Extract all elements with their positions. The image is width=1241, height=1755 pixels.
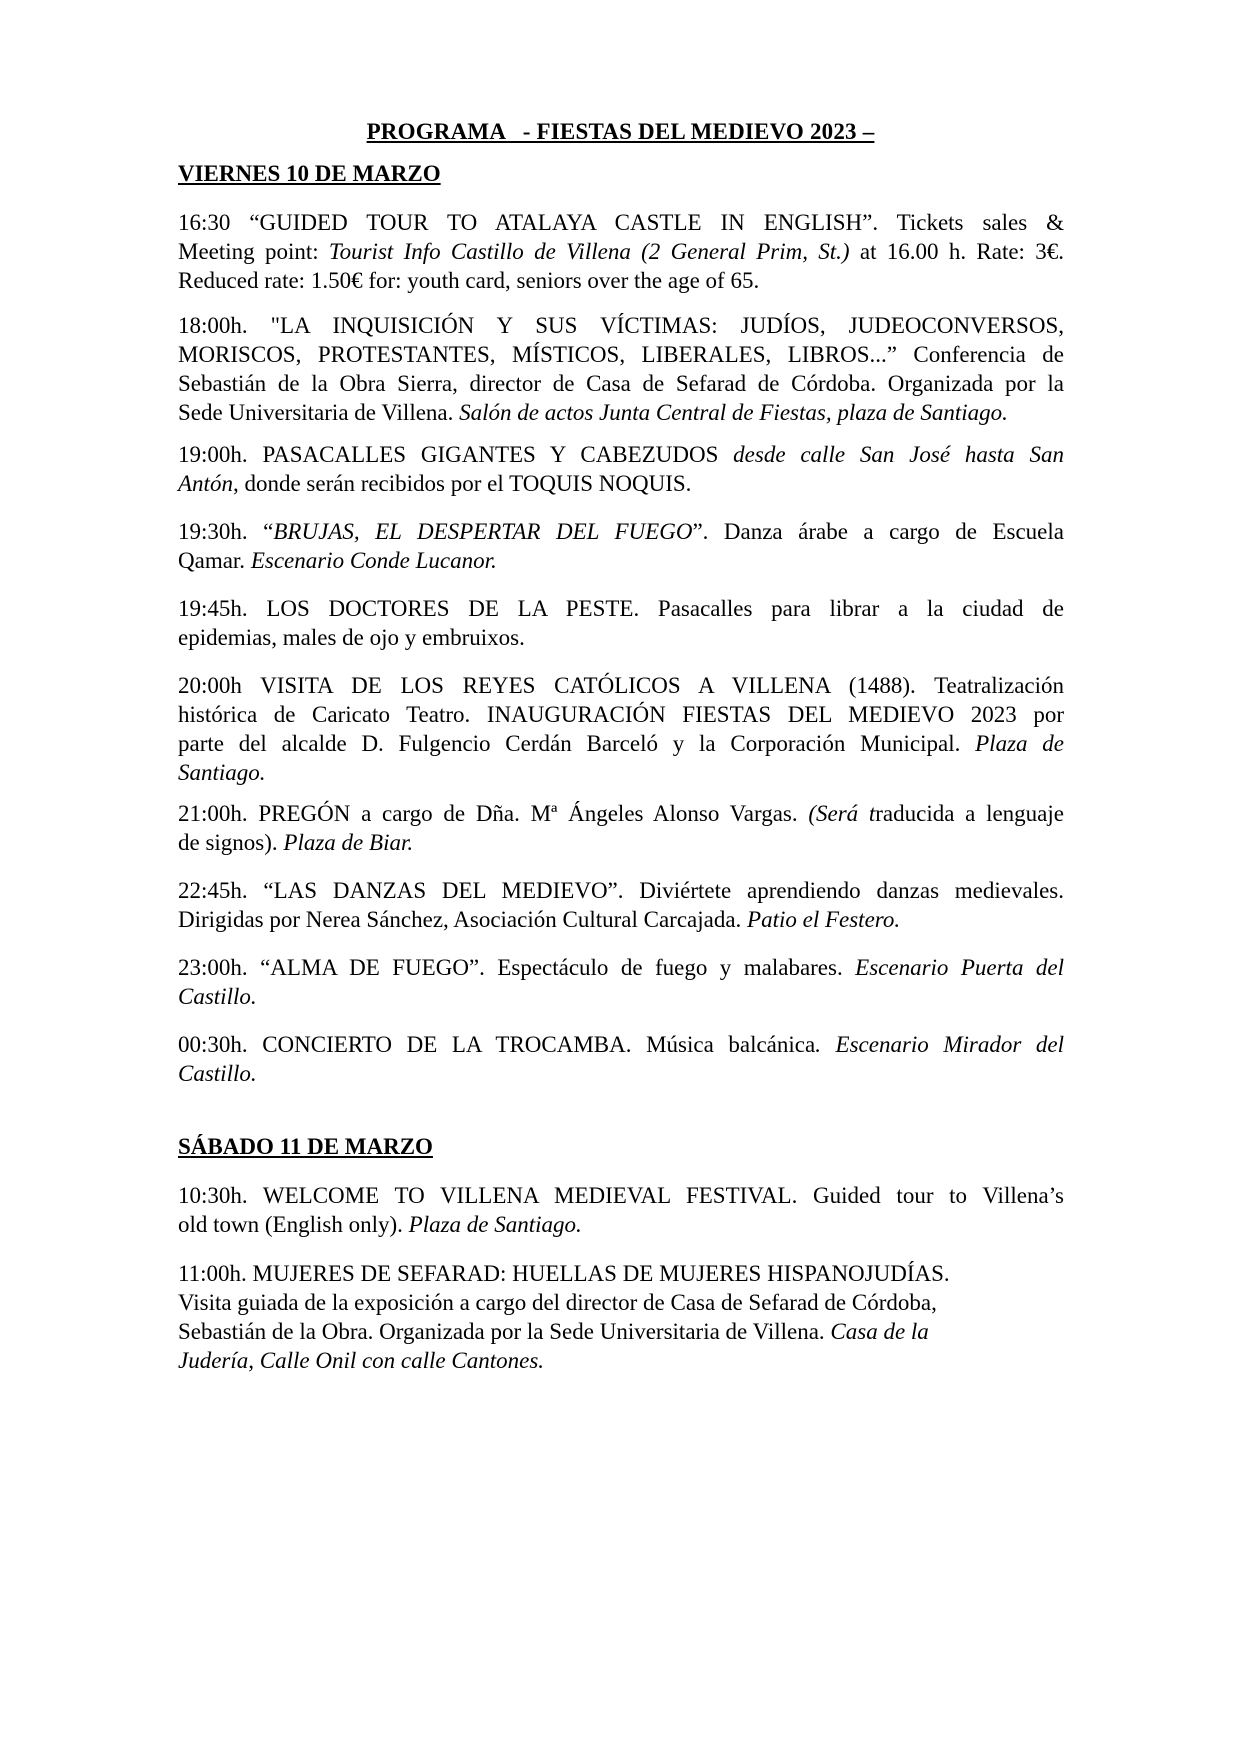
entry-line	[178, 876, 1064, 905]
text: 19:45h. LOS DOCTORES DE LA PESTE. Pasacalles para librar a la ciudad de	[178, 596, 1064, 621]
text: at 16.00 h. Rate: 3€.	[849, 239, 1064, 264]
schedule-entry	[178, 311, 1064, 427]
entry-line	[178, 594, 1064, 623]
text: MORISCOS, PROTESTANTES, MÍSTICOS, LIBERALES, LIBROS...” Conferencia de	[178, 342, 1064, 367]
schedule-entry	[178, 517, 1064, 575]
italic-text: Escenario Conde Lucanor.	[250, 548, 497, 573]
entry-line	[178, 266, 1064, 295]
entry-line	[178, 469, 1064, 498]
schedule-entry	[178, 876, 1064, 934]
entry-line	[178, 982, 1064, 1011]
text: 23:00h. “ALMA DE FUEGO”. Espectáculo de fuego y malabares.	[178, 955, 856, 980]
italic-text: Antón	[178, 471, 233, 496]
text: Sebastián de la Obra. Organizada por la Sede Universitaria de Villena.	[178, 1319, 831, 1344]
italic-text: Santiago.	[178, 760, 266, 785]
text: epidemias, males de ojo y embruixos.	[178, 625, 525, 650]
text: parte del alcalde D. Fulgencio Cerdán Barceló y la Corporación Municipal.	[178, 731, 976, 756]
entry-line	[178, 700, 1064, 729]
italic-text: Salón de actos Junta Central de Fiestas, plaza de Santiago.	[459, 400, 1008, 425]
text: 21:00h. PREGÓN a cargo de Dña. Mª Ángeles Alonso Vargas.	[178, 801, 809, 826]
text: old town (English only).	[178, 1212, 409, 1237]
entry-line	[178, 828, 1064, 857]
italic-text: (Será t	[808, 801, 876, 826]
entry-line	[178, 1288, 1064, 1317]
text: Visita guiada de la exposición a cargo del director de Casa de Sefarad de Córdoba,	[178, 1290, 937, 1315]
entry-line	[178, 953, 1064, 982]
text: 19:30h. “	[178, 519, 274, 544]
entry-line	[178, 398, 1064, 427]
entry-line	[178, 237, 1064, 266]
text: Dirigidas por Nerea Sánchez, Asociación Cultural Carcajada.	[178, 907, 748, 932]
italic-text: Plaza de Santiago.	[408, 1212, 582, 1237]
italic-text: desde calle San José hasta San	[733, 442, 1064, 467]
italic-text: . Escenario Mirador del	[815, 1032, 1064, 1057]
entry-line	[178, 208, 1064, 237]
italic-text: Castillo.	[178, 984, 257, 1009]
text: Sebastián de la Obra Sierra, director de Casa de Sefarad de Córdoba. Organizada por la	[178, 371, 1064, 396]
schedule-entry	[178, 799, 1064, 857]
text: Sede Universitaria de Villena.	[178, 400, 460, 425]
text: 16:30 “GUIDED TOUR TO ATALAYA CASTLE IN ENGLISH”. Tickets sales &	[178, 210, 1064, 235]
day-heading-saturday: SÁBADO 11 DE MARZO	[178, 1134, 433, 1159]
day-heading-friday: VIERNES 10 DE MARZO	[178, 161, 441, 186]
entry-line	[178, 546, 1064, 575]
entry-line	[178, 1059, 1064, 1088]
italic-text: BRUJAS, EL DESPERTAR DEL FUEGO	[273, 519, 693, 544]
entry-line	[178, 340, 1064, 369]
entry-line	[178, 799, 1064, 828]
schedule-entry	[178, 440, 1064, 498]
text: 22:45h. “LAS DANZAS DEL MEDIEVO”. Diviértete aprendiendo danzas medievales.	[178, 878, 1064, 903]
text: Meeting point:	[178, 239, 329, 264]
text: raducida a lenguaje	[875, 801, 1064, 826]
entry-line	[178, 1259, 1064, 1288]
entry-line	[178, 1181, 1064, 1210]
text: 00:30h. CONCIERTO DE LA TROCAMBA. Música balcánica	[178, 1032, 816, 1057]
page-title: PROGRAMA - FIESTAS DEL MEDIEVO 2023 –	[366, 119, 875, 144]
text: , donde serán recibidos por el TOQUIS NOQUIS.	[232, 471, 692, 496]
entry-line	[178, 1030, 1064, 1059]
text: 19:00h. PASACALLES GIGANTES Y CABEZUDOS	[178, 442, 734, 467]
schedule-entry	[178, 1181, 1064, 1239]
text: de signos).	[178, 830, 284, 855]
italic-text: Plaza de	[975, 731, 1064, 756]
text: 18:00h. "LA INQUISICIÓN Y SUS VÍCTIMAS: JUDÍOS, JUDEOCONVERSOS,	[178, 313, 1064, 338]
schedule-entry	[178, 671, 1064, 787]
italic-text: Plaza de Biar.	[283, 830, 414, 855]
entry-line	[178, 311, 1064, 340]
text: 20:00h VISITA DE LOS REYES CATÓLICOS A VILLENA (1488). Teatralización	[178, 673, 1064, 698]
text: Qamar.	[178, 548, 251, 573]
italic-text: Patio el Festero.	[747, 907, 901, 932]
entry-line	[178, 758, 1064, 787]
entry-line	[178, 1346, 1064, 1375]
text: Reduced rate: 1.50€ for: youth card, seniors over the age of 65.	[178, 268, 760, 293]
text: 11:00h. MUJERES DE SEFARAD: HUELLAS DE MUJERES HISPANOJUDÍAS.	[178, 1261, 950, 1286]
schedule-entry	[178, 953, 1064, 1011]
entry-line	[178, 623, 1064, 652]
text: ”. Danza árabe a cargo de Escuela	[692, 519, 1064, 544]
schedule-entry	[178, 208, 1064, 295]
schedule-entry	[178, 1030, 1064, 1088]
text: 10:30h. WELCOME TO VILLENA MEDIEVAL FESTIVAL. Guided tour to Villena’s	[178, 1183, 1064, 1208]
entry-line	[178, 369, 1064, 398]
entry-line	[178, 517, 1064, 546]
italic-text: Tourist Info Castillo de Villena (2 General Prim, St.)	[328, 239, 850, 264]
italic-text: Castillo.	[178, 1061, 257, 1086]
entry-line	[178, 905, 1064, 934]
entry-line	[178, 729, 1064, 758]
text: histórica de Caricato Teatro. INAUGURACIÓN FIESTAS DEL MEDIEVO 2023 por	[178, 702, 1064, 727]
italic-text: Escenario Puerta del	[855, 955, 1064, 980]
italic-text: Judería, Calle Onil con calle Cantones.	[178, 1348, 545, 1373]
entry-line	[178, 1317, 1064, 1346]
italic-text: Casa de la	[830, 1319, 929, 1344]
entry-line	[178, 671, 1064, 700]
entry-line	[178, 1210, 1064, 1239]
entry-line	[178, 440, 1064, 469]
schedule-entry	[178, 594, 1064, 652]
schedule-entry	[178, 1259, 1064, 1375]
